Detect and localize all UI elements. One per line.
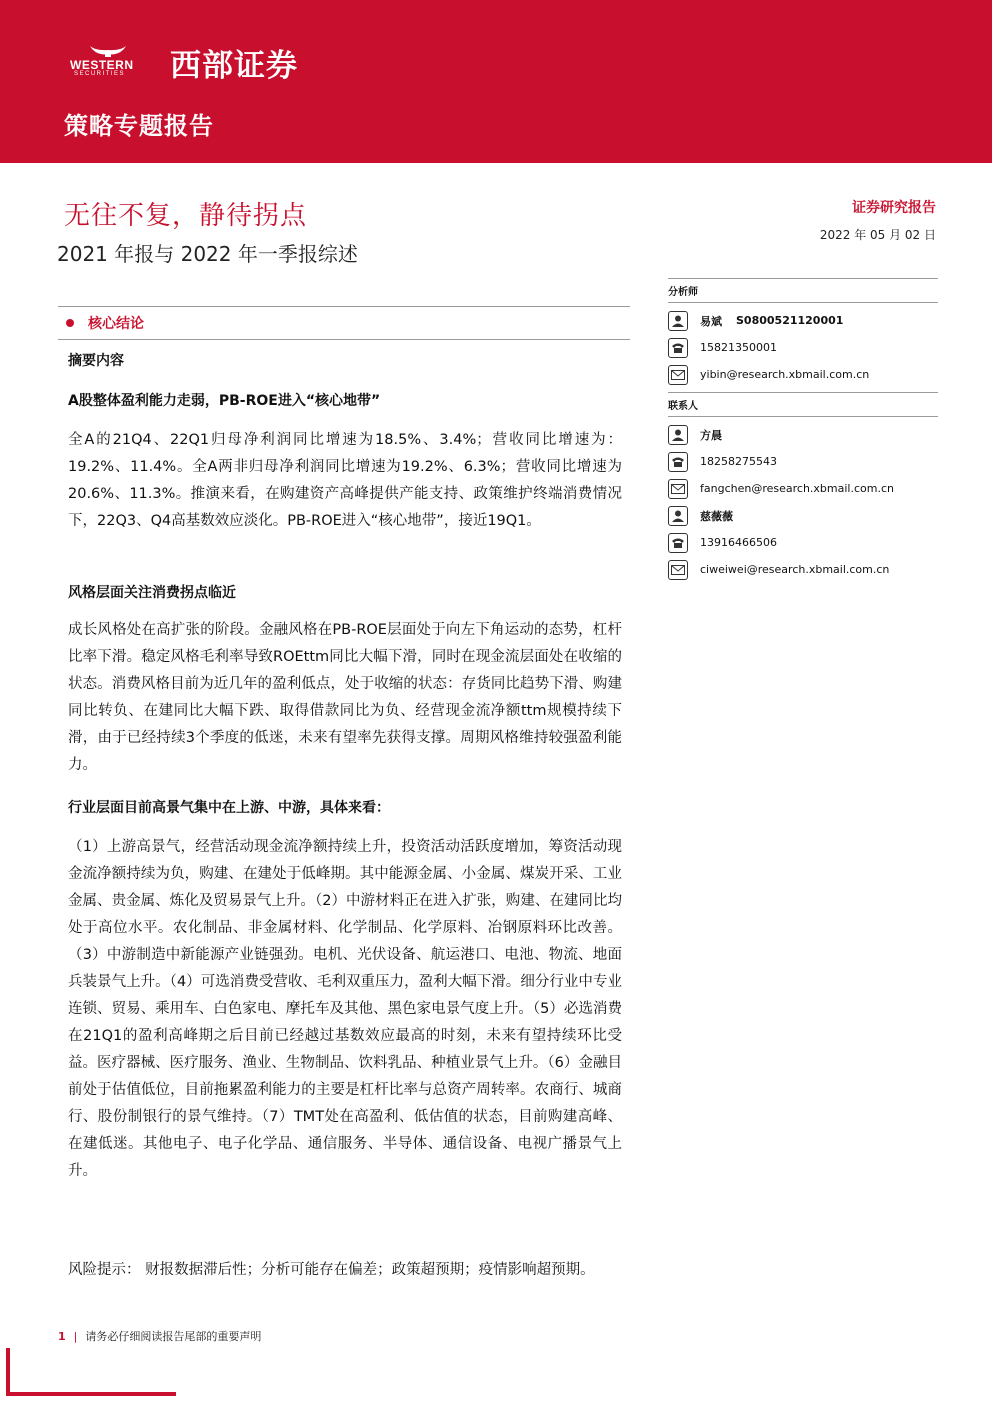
core-label: 核心结论: [88, 316, 144, 332]
person-icon: [668, 506, 688, 526]
phone-icon: [668, 452, 688, 472]
person-icon: [668, 425, 688, 445]
analyst-name: 易斌: [700, 314, 722, 328]
page-footer: [58, 1328, 261, 1344]
contact-phone: 13916466506: [700, 536, 777, 549]
section-body: 全A的21Q4、22Q1归母净利润同比增速为18.5%、3.4%；营收同比增速为：19.2%、11.4%。全A两非归母净利润同比增速为19.2%、6.3%；营收同比增速为20.6%、11.3%。推演来看，在购建资产高峰提供产能支持、政策维护终端消费情况下，22Q3、Q4高基数效应淡化。PB-ROE进入“核心地带”，接近19Q1。: [68, 432, 622, 529]
contact-name: 方晨: [700, 428, 722, 442]
section-body: 成长风格处在高扩张的阶段。金融风格在PB-ROE层面处于向左下角运动的态势，杠杆比率下滑。稳定风格毛利率导致ROEttm同比大幅下滑，同时在现金流层面处在收缩的状态。消费风格目前为近几年的盈利低点，处于收缩的状态：存货同比趋势下滑、购建同比转负、在建同比大幅下跌、取得借款同比为负、经营现金流净额ttm规模持续下滑，由于已经持续3个季度的低迷，未来有望率先获得支撑。周期风格维持较强盈利能力。: [68, 622, 622, 773]
footer-disclaimer: 请务必仔细阅读报告尾部的重要声明: [85, 1330, 262, 1343]
contact-name-row: [668, 502, 938, 529]
logo-wordmark: WESTERN: [70, 58, 134, 72]
phone-icon: [668, 533, 688, 553]
section-heading: A股整体盈利能力走弱，PB-ROE进入“核心地带”: [68, 393, 381, 409]
contacts-heading: 联系人: [668, 392, 938, 417]
report-category: 证券研究报告: [852, 200, 936, 216]
contact-email-row: [668, 556, 938, 583]
contact-email[interactable]: fangchen@research.xbmail.com.cn: [700, 482, 894, 495]
analyst-cert: S0800521120001: [736, 314, 844, 327]
analyst-phone-row: [668, 334, 938, 361]
risk-note: 风险提示： 财报数据滞后性；分析可能存在偏差；政策超预期；疫情影响超预期。: [68, 1262, 595, 1278]
section-body: （1）上游高景气，经营活动现金流净额持续上升，投资活动活跃度增加，筹资活动现金流净额持续为负，购建、在建处于低峰期。其中能源金属、小金属、煤炭开采、工业金属、贵金属、炼化及贸易景气上升。（2）中游材料正在进入扩张，购建、在建同比均处于高位水平。农化制品、非金属材料、化学制品、化学原料、冶钢原料环比改善。（3）中游制造中新能源产业链强劲。电机、光伏设备、航运港口、电池、物流、地面兵装景气上升。（4）可选消费受营收、毛利双重压力，盈利大幅下滑。细分行业中专业连锁、贸易、乘用车、白色家电、摩托车及其他、黑色家电景气度上升。（5）必选消费在21Q1的盈利高峰期之后目前已经越过基数效应最高的时刻，未来有望持续环比受益。医疗器械、医疗服务、渔业、生物制品、饮料乳品、种植业景气上升。（6）金融目前处于估值低位，目前拖累盈利能力的主要是杠杆比率与总资产周转率。农商行、城商行、股份制银行的景气维持。（7）TMT处在高盈利、低估值的状态，目前购建高峰、在建低迷。其他电子、电子化学品、通信服务、半导体、通信设备、电视广播景气上升。: [68, 839, 622, 1179]
footer-separator: |: [73, 1329, 78, 1343]
email-icon: [668, 560, 688, 580]
analyst-name-row: [668, 307, 938, 334]
report-type: 策略专题报告: [64, 111, 214, 140]
analyst-phone: 15821350001: [700, 341, 777, 354]
bull-logo-mark: [62, 40, 154, 80]
corner-accent-vertical: [6, 1348, 10, 1396]
logo-subtext: SECURITIES: [74, 71, 126, 77]
person-icon: [668, 311, 688, 331]
contact-phone-row: [668, 448, 938, 475]
report-date: 2022 年 05 月 02 日: [819, 228, 936, 242]
page-number: 1: [58, 1329, 66, 1343]
report-title: 无往不复，静待拐点: [64, 201, 308, 231]
summary-heading: 摘要内容: [68, 353, 124, 369]
section-heading: 风格层面关注消费拐点临近: [68, 585, 236, 601]
contact-name: 慈薇薇: [700, 509, 733, 523]
bullet-dot-icon: [66, 319, 74, 327]
bull-horns-icon: [88, 44, 128, 58]
email-icon: [668, 479, 688, 499]
core-section: [58, 306, 630, 340]
contact-email[interactable]: ciweiwei@research.xbmail.com.cn: [700, 563, 890, 576]
contact-phone-row: [668, 529, 938, 556]
company-logo: [62, 40, 154, 80]
core-header: [58, 306, 630, 340]
analyst-heading: 分析师: [668, 278, 938, 303]
email-icon: [668, 365, 688, 385]
contact-phone: 18258275543: [700, 455, 777, 468]
contact-name-row: [668, 421, 938, 448]
header-banner: [0, 0, 992, 163]
analyst-email-row: [668, 361, 938, 388]
analyst-panel: [668, 278, 938, 583]
report-subtitle: 2021 年报与 2022 年一季报综述: [57, 242, 358, 266]
company-name: 西部证券: [170, 48, 298, 84]
analyst-email[interactable]: yibin@research.xbmail.com.cn: [700, 368, 870, 381]
section-heading: 行业层面目前高景气集中在上游、中游，具体来看：: [68, 800, 390, 816]
corner-accent-horizontal: [6, 1392, 176, 1396]
contact-email-row: [668, 475, 938, 502]
phone-icon: [668, 338, 688, 358]
